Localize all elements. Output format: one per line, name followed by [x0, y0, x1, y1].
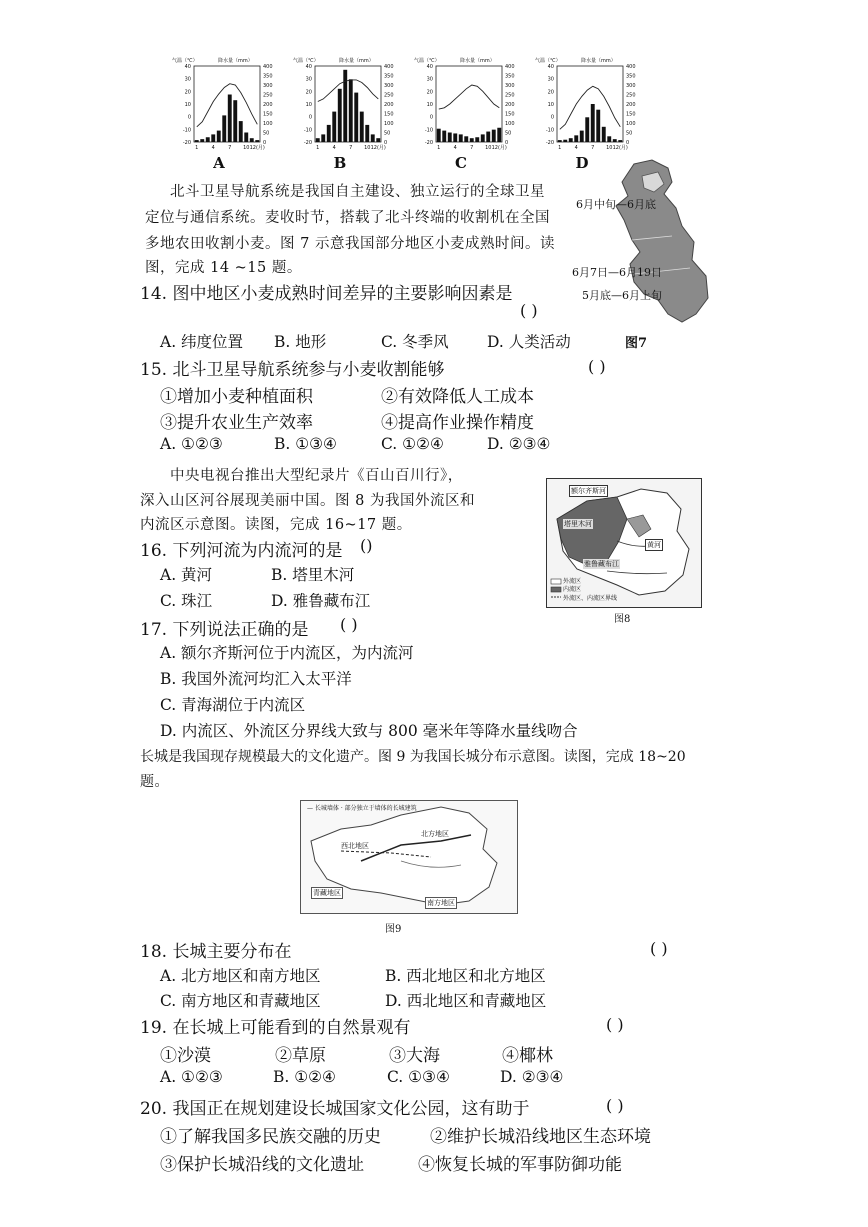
climate-month-tick: 12(月): [249, 145, 265, 151]
q19-stem: 19. 在长城上可能看到的自然景观有: [140, 1018, 411, 1038]
climate-temp-tick: -20: [303, 140, 312, 146]
map9-region-northwest: 西北地区: [341, 842, 369, 850]
climate-month-tick: 7: [470, 145, 474, 151]
q17-stem: 17. 下列说法正确的是: [140, 620, 309, 640]
climate-temp-tick: 0: [187, 114, 191, 121]
map9-region-south: 南方地区: [427, 899, 455, 907]
climate-precip-tick: 200: [263, 102, 273, 108]
q19-option-c[interactable]: C. ①③④: [387, 1068, 450, 1086]
climate-precip-bar: [470, 138, 474, 142]
chart-label-d: D: [575, 154, 589, 172]
climate-precip-tick: 250: [263, 92, 273, 99]
climate-temp-tick: -20: [545, 140, 554, 146]
climate-precip-tick: 50: [263, 130, 270, 137]
climate-precip-bar: [332, 112, 336, 142]
climate-precip-tick: 200: [505, 102, 515, 108]
q14-option-c[interactable]: C. 冬季风: [381, 333, 449, 351]
climate-precip-bar: [206, 137, 210, 142]
intro1-line4: 图，完成 14 ~15 题。: [145, 260, 302, 276]
climate-precip-bar: [321, 134, 325, 142]
climate-temp-tick: 10: [184, 102, 191, 108]
climate-precip-tick: 400: [626, 64, 636, 70]
climate-temp-tick: -20: [424, 140, 433, 146]
q18-option-c[interactable]: C. 南方地区和青藏地区: [160, 992, 321, 1010]
map8-legend-3: 外流区、内流区界线: [563, 595, 618, 602]
climate-precip-bar: [585, 117, 589, 142]
climate-temp-tick: 10: [305, 102, 312, 108]
climate-precip-tick: 250: [384, 92, 394, 99]
climate-month-tick: 12(月): [370, 145, 386, 151]
climate-precip-bar: [316, 138, 320, 142]
q15-statement-1: ①增加小麦种植面积: [160, 387, 313, 407]
climate-month-tick: 7: [228, 145, 232, 151]
climate-precip-tick: 350: [505, 73, 515, 80]
climate-axis-precip-label: 降水量（mm）: [218, 58, 253, 64]
q20-statement-4: ④恢复长城的军事防御功能: [418, 1155, 622, 1175]
q14-option-b[interactable]: B. 地形: [274, 333, 327, 351]
q19-option-b[interactable]: B. ①②④: [273, 1068, 336, 1086]
climate-precip-bar: [200, 139, 204, 142]
climate-precip-bar: [448, 133, 452, 143]
map-figure-9: [300, 800, 518, 914]
climate-temp-curve: [560, 86, 621, 129]
q19-option-d[interactable]: D. ②③④: [500, 1068, 564, 1086]
map8-label-tarim: 塔里木河: [564, 520, 592, 528]
climate-precip-bar: [211, 134, 215, 142]
q14-answer-blank[interactable]: ( ): [520, 301, 538, 320]
map7-caption: 图7: [625, 336, 648, 351]
climate-temp-tick: 10: [426, 102, 433, 108]
climate-precip-tick: 0: [263, 140, 267, 146]
climate-temp-tick: 0: [550, 114, 554, 121]
climate-temp-tick: -10: [424, 127, 433, 134]
climate-precip-bar: [327, 125, 331, 142]
q16-stem: 16. 下列河流为内流河的是: [140, 541, 343, 561]
climate-temp-tick: -10: [545, 127, 554, 134]
climate-precip-bar: [228, 95, 232, 143]
climate-month-tick: 10: [606, 145, 613, 151]
climate-precip-bar: [371, 134, 375, 142]
climate-precip-tick: 350: [263, 73, 273, 80]
climate-precip-tick: 400: [505, 64, 515, 70]
climate-precip-tick: 0: [626, 140, 630, 146]
climate-temp-tick: 30: [426, 76, 433, 83]
climate-precip-tick: 0: [384, 140, 388, 146]
intro2-line2: 深入山区河谷展现美丽中国。图 8 为我国外流区和: [140, 493, 475, 509]
intro1-line1: 北斗卫星导航系统是我国自主建设、独立运行的全球卫星: [170, 184, 545, 200]
climate-temp-tick: 30: [305, 76, 312, 83]
map8-caption: 图8: [614, 614, 631, 625]
climate-precip-bar: [239, 121, 243, 142]
climate-precip-bar: [354, 93, 358, 142]
q15-statement-3: ③提升农业生产效率: [160, 413, 313, 433]
climate-precip-bar: [569, 138, 573, 142]
climate-precip-bar: [580, 131, 584, 142]
q17-answer-blank[interactable]: ( ): [340, 615, 358, 634]
climate-temp-tick: -10: [182, 127, 191, 134]
climate-precip-bar: [195, 140, 199, 142]
climate-axis-temp-label: 气温（℃）: [535, 58, 561, 64]
climate-precip-bar: [376, 138, 380, 142]
climate-precip-bar: [349, 79, 353, 142]
climate-precip-bar: [563, 140, 567, 142]
climate-precip-tick: 400: [263, 64, 273, 70]
map9-region-north: 北方地区: [421, 830, 449, 838]
q16-option-a[interactable]: A. 黄河: [160, 566, 213, 584]
q17-option-c[interactable]: C. 青海湖位于内流区: [160, 696, 306, 714]
climate-precip-tick: 100: [263, 121, 273, 127]
map9-legend: — 长城墙体 · 部分独立于墙体的长城建筑: [307, 805, 417, 812]
climate-precip-tick: 150: [505, 111, 515, 118]
climate-temp-curve: [318, 80, 379, 102]
q16-option-d[interactable]: D. 雅鲁藏布江: [271, 592, 371, 610]
climate-temp-tick: 40: [184, 64, 191, 70]
climate-temp-tick: 40: [547, 64, 554, 70]
climate-precip-bar: [255, 140, 259, 142]
climate-month-tick: 1: [437, 145, 441, 151]
climate-precip-tick: 50: [384, 130, 391, 137]
climate-month-tick: 10: [485, 145, 492, 151]
climate-axis-precip-label: 降水量（mm）: [460, 58, 495, 64]
climate-precip-tick: 0: [505, 140, 509, 146]
map7-label-3: 5月底—6月上旬: [582, 289, 662, 302]
climate-precip-bar: [602, 127, 606, 142]
climate-precip-tick: 200: [626, 102, 636, 108]
map8-label-yarlung: 雅鲁藏布江: [584, 560, 619, 568]
q15-option-c[interactable]: C. ①②④: [381, 435, 444, 453]
q18-option-a[interactable]: A. 北方地区和南方地区: [160, 967, 321, 985]
climate-month-tick: 10: [243, 145, 250, 151]
climate-precip-tick: 150: [626, 111, 636, 118]
climate-precip-bar: [459, 134, 463, 142]
map9-region-qingzang: 青藏地区: [313, 889, 341, 897]
q16-option-b[interactable]: B. 塔里木河: [271, 566, 355, 584]
climate-temp-tick: 30: [547, 76, 554, 83]
climate-precip-tick: 200: [384, 102, 394, 108]
climate-month-tick: 4: [453, 145, 457, 151]
q19-option-a[interactable]: A. ①②③: [160, 1068, 223, 1086]
q18-stem: 18. 长城主要分布在: [140, 942, 292, 962]
q19-answer-blank[interactable]: ( ): [606, 1015, 624, 1034]
climate-temp-tick: 30: [184, 76, 191, 83]
climate-precip-bar: [217, 131, 221, 142]
climate-plot-frame: [315, 66, 381, 142]
intro2-line1: 中央电视台推出大型纪录片《百山百川行》，: [170, 468, 463, 484]
map7-label-1: 6月中旬—6月底: [576, 198, 656, 211]
climate-precip-tick: 50: [626, 130, 633, 137]
climate-month-tick: 1: [195, 145, 199, 151]
q17-option-d[interactable]: D. 内流区、外流区分界线大致与 800 毫米年等降水量线吻合: [160, 722, 578, 740]
climate-precip-tick: 150: [263, 111, 273, 118]
climate-temp-tick: 20: [184, 89, 191, 96]
climate-axis-precip-label: 降水量（mm）: [339, 58, 374, 64]
climate-precip-tick: 250: [626, 92, 636, 99]
map8-label-yellow-river: 黄河: [647, 541, 661, 549]
q14-option-a[interactable]: A. 纬度位置: [160, 333, 244, 351]
climate-precip-bar: [613, 139, 617, 142]
climate-temp-tick: 10: [547, 102, 554, 108]
climate-precip-bar: [574, 135, 578, 142]
q16-option-c[interactable]: C. 珠江: [160, 592, 213, 610]
q15-statement-2: ②有效降低人工成本: [381, 387, 534, 407]
map8-label-irtysh: 额尔齐斯河: [571, 487, 606, 495]
map9-caption: 图9: [385, 924, 402, 935]
chart-label-a: A: [213, 154, 225, 172]
intro3-line1: 长城是我国现存规模最大的文化遗产。图 9 为我国长城分布示意图。读图，完成 18~20: [140, 749, 686, 765]
climate-precip-bar: [558, 140, 562, 142]
climate-precip-tick: 300: [263, 83, 273, 89]
intro3-line2: 题。: [140, 774, 169, 790]
q15-option-b[interactable]: B. ①③④: [274, 435, 337, 453]
climate-temp-tick: 40: [426, 64, 433, 70]
climate-temp-curve: [439, 85, 500, 109]
q20-statement-3: ③保护长城沿线的文化遗址: [160, 1155, 364, 1175]
map-figure-7: [572, 156, 718, 326]
climate-precip-tick: 150: [384, 111, 394, 118]
climate-precip-bar: [233, 100, 237, 142]
q17-option-b[interactable]: B. 我国外流河均汇入太平洋: [160, 670, 352, 688]
climate-precip-bar: [360, 112, 364, 142]
climate-precip-tick: 400: [384, 64, 394, 70]
q19-statement-1: ①沙漠: [160, 1046, 211, 1066]
climate-month-tick: 7: [591, 145, 595, 151]
climate-temp-tick: 20: [305, 89, 312, 96]
climate-precip-bar: [481, 134, 485, 142]
climate-precip-tick: 300: [626, 83, 636, 89]
climate-plot-frame: [557, 66, 623, 142]
climate-precip-bar: [486, 132, 490, 142]
q18-option-d[interactable]: D. 西北地区和青藏地区: [385, 992, 547, 1010]
climate-precip-bar: [607, 136, 611, 142]
q15-answer-blank[interactable]: ( ): [588, 357, 606, 376]
q14-stem: 14. 图中地区小麦成熟时间差异的主要影响因素是: [140, 284, 513, 304]
climate-precip-bar: [596, 110, 600, 142]
climate-month-tick: 7: [349, 145, 353, 151]
climate-precip-bar: [244, 133, 248, 143]
intro1-line2: 定位与通信系统。麦收时节，搭载了北斗终端的收割机在全国: [145, 210, 550, 226]
climate-temp-tick: 20: [426, 89, 433, 96]
map-figure-8: [546, 478, 702, 608]
map8-legend-2: 内流区: [563, 586, 582, 593]
q19-statement-3: ③大海: [389, 1046, 440, 1066]
climate-precip-bar: [222, 115, 226, 142]
q14-option-d[interactable]: D. 人类活动: [487, 333, 571, 351]
q20-stem: 20. 我国正在规划建设长城国家文化公园，这有助于: [140, 1099, 530, 1119]
q16-answer-blank[interactable]: (): [360, 536, 373, 555]
climate-precip-bar: [464, 136, 468, 142]
climate-precip-tick: 250: [505, 92, 515, 99]
climate-month-tick: 1: [316, 145, 320, 151]
climate-axis-temp-label: 气温（℃）: [172, 58, 198, 64]
climate-precip-bar: [475, 137, 479, 142]
climate-precip-tick: 350: [626, 73, 636, 80]
climate-precip-tick: 350: [384, 73, 394, 80]
climate-precip-tick: 100: [384, 121, 394, 127]
intro1-line3: 多地农田收割小麦。图 7 示意我国部分地区小麦成熟时间。读: [145, 236, 555, 252]
climate-month-tick: 4: [574, 145, 578, 151]
climate-precip-bar: [618, 140, 622, 142]
climate-month-tick: 12(月): [612, 145, 628, 151]
climate-precip-bar: [250, 138, 254, 142]
climate-precip-bar: [492, 130, 496, 142]
intro2-line3: 内流区示意图。读图，完成 16~17 题。: [140, 517, 412, 533]
climate-temp-tick: -20: [182, 140, 191, 146]
climate-temp-tick: 0: [308, 114, 312, 121]
climate-month-tick: 4: [332, 145, 336, 151]
climate-plot-frame: [194, 66, 260, 142]
climate-month-tick: 1: [558, 145, 562, 151]
q15-statement-4: ④提高作业操作精度: [381, 413, 534, 433]
climate-precip-bar: [591, 104, 595, 142]
climate-precip-bar: [442, 131, 446, 142]
climate-month-tick: 10: [364, 145, 371, 151]
q17-option-a[interactable]: A. 额尔齐斯河位于内流区，为内流河: [160, 644, 414, 662]
climate-charts-svg: [170, 54, 690, 154]
climate-axis-precip-label: 降水量（mm）: [581, 58, 616, 64]
climate-temp-tick: 40: [305, 64, 312, 70]
q20-statement-2: ②维护长城沿线地区生态环境: [430, 1127, 651, 1147]
climate-precip-tick: 300: [384, 83, 394, 89]
q18-answer-blank[interactable]: ( ): [650, 939, 668, 958]
q20-answer-blank[interactable]: ( ): [606, 1096, 624, 1115]
climate-axis-temp-label: 气温（℃）: [414, 58, 440, 64]
climate-precip-bar: [497, 128, 501, 142]
climate-precip-bar: [338, 89, 342, 142]
q18-option-b[interactable]: B. 西北地区和北方地区: [385, 967, 546, 985]
climate-temp-tick: 20: [547, 89, 554, 96]
q15-option-d[interactable]: D. ②③④: [487, 435, 551, 453]
q19-statement-4: ④椰林: [502, 1046, 553, 1066]
climate-axis-temp-label: 气温（℃）: [293, 58, 319, 64]
map7-label-2: 6月7日—6月19日: [572, 266, 662, 279]
climate-temp-curve: [197, 84, 257, 127]
climate-temp-tick: 0: [429, 114, 433, 121]
climate-precip-tick: 50: [505, 130, 512, 137]
chart-label-b: B: [333, 154, 347, 172]
climate-precip-tick: 100: [626, 121, 636, 127]
q20-statement-1: ①了解我国多民族交融的历史: [160, 1127, 381, 1147]
q15-stem: 15. 北斗卫星导航系统参与小麦收割能够: [140, 360, 445, 380]
chart-label-c: C: [455, 154, 467, 172]
q15-option-a[interactable]: A. ①②③: [160, 435, 223, 453]
climate-precip-tick: 100: [505, 121, 515, 127]
climate-precip-tick: 300: [505, 83, 515, 89]
q19-statement-2: ②草原: [275, 1046, 326, 1066]
climate-temp-tick: -10: [303, 127, 312, 134]
climate-precip-bar: [453, 133, 457, 142]
climate-month-tick: 12(月): [491, 145, 507, 151]
climate-precip-bar: [437, 129, 441, 142]
climate-month-tick: 4: [211, 145, 215, 151]
climate-precip-bar: [365, 125, 369, 142]
map8-legend-1: 外流区: [563, 578, 582, 585]
